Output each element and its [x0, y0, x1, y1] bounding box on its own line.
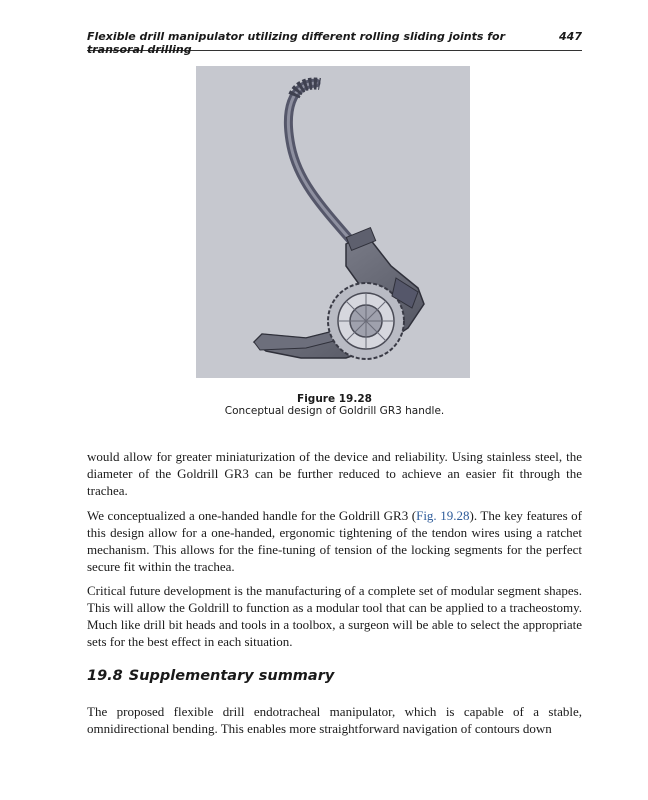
running-head [87, 30, 582, 56]
section-title: Supplementary summary [128, 668, 335, 684]
paragraph-1: would allow for greater miniaturization of the device and reliability. Using stainless steel, the diameter of the Goldrill GR3 can be further reduced to achieve an easier fit through the trachea. [87, 449, 582, 498]
figure-reference-link[interactable]: Fig. 19.28 [416, 508, 470, 523]
running-head-title: Flexible drill manipulator utilizing different rolling sliding joints for transoral drilling [87, 30, 506, 56]
section-number: 19.8 [87, 668, 123, 684]
figure-caption: Conceptual design of Goldrill GR3 handle. [224, 405, 445, 417]
paragraph-2-after: ). The key features of this design allow for a one-handed, ergonomic tightening of the tendon wires using a ratchet mechanism. This allows for the fine-tuning of tension of the locking segments for the perfect secure fit within the trachea. [87, 508, 583, 574]
figure-number: Figure 19.28 [297, 393, 372, 405]
flexible-tube [288, 83, 354, 244]
paragraph-4: The proposed flexible drill endotracheal manipulator, which is capable of a stable, omnidirectional bending. This enables more straightforward navigation of contours down [87, 704, 582, 736]
paragraph-2-before: We conceptualized a one-handed handle for the Goldrill GR3 ( [87, 508, 417, 523]
goldrill-handle-illustration [196, 66, 470, 378]
page-number: 447 [559, 30, 582, 43]
paragraph-3: Critical future development is the manufacturing of a complete set of modular segment shapes. This will allow the Goldrill to function as a modular tool that can be applied to a tracheostomy. Much like drill bit heads and tools in a toolbox, a surgeon will be able to select the appropriate sets for the best effect in each situation. [87, 583, 582, 649]
figure-image [196, 66, 470, 378]
paragraph-2 [87, 507, 582, 575]
section-heading [87, 668, 334, 684]
